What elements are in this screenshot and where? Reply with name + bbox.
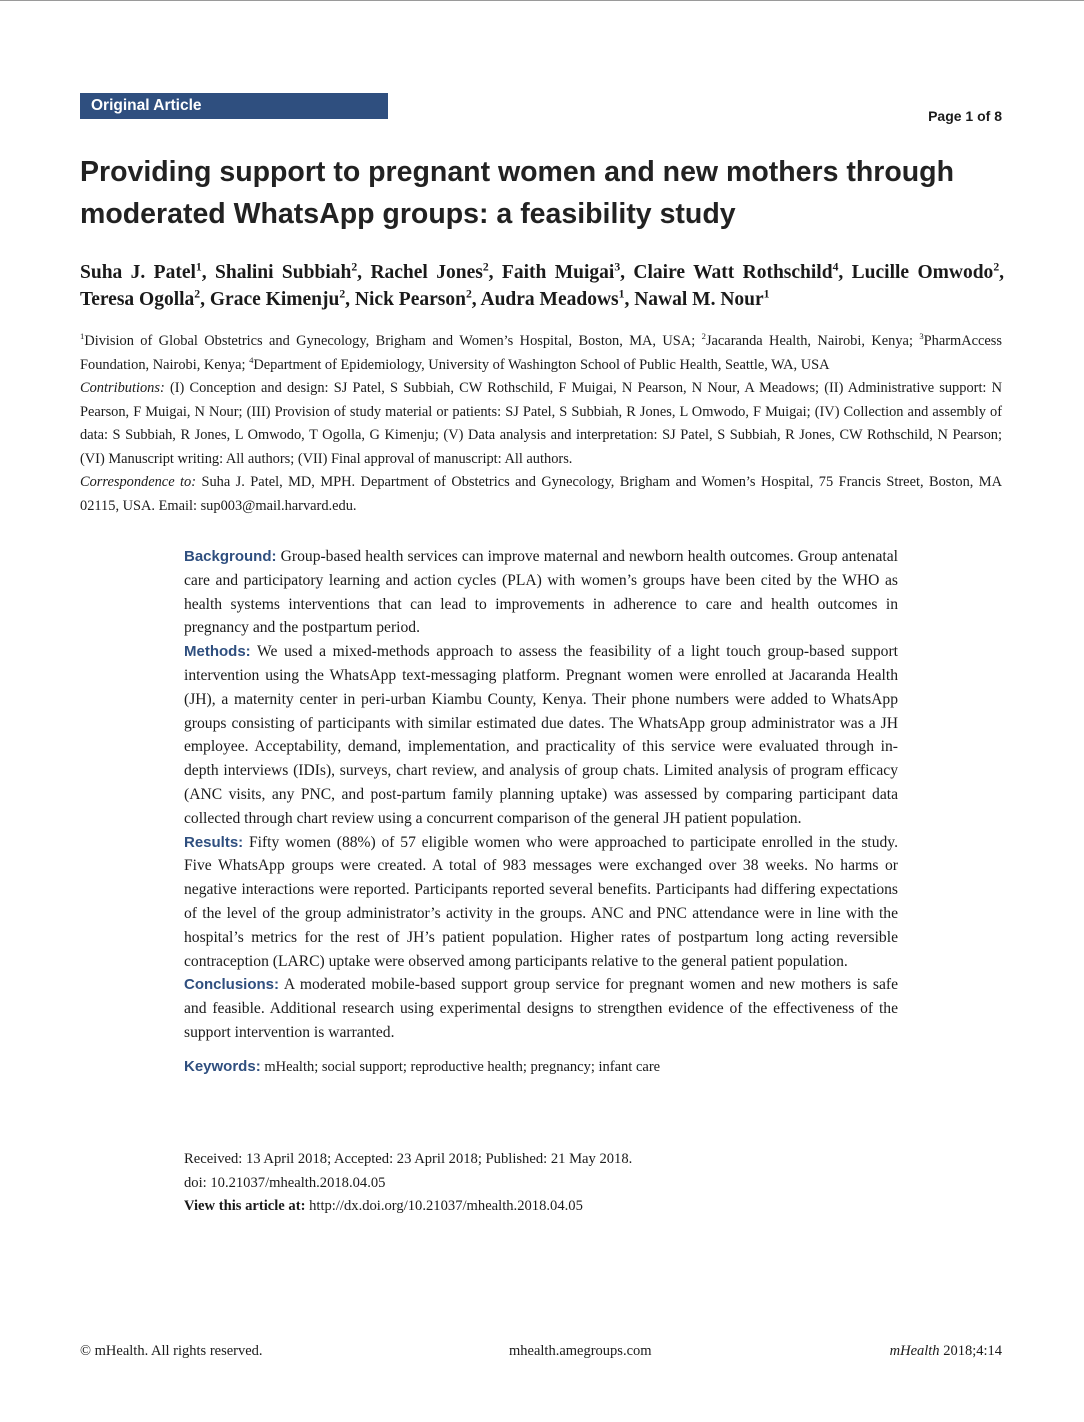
conclusions-text: A moderated mobile-based support group service for pregnant women and new mothers is safe and feasible. Additional research using experimental designs to strengthen evidence of the effectiveness of the support intervention is warranted. bbox=[184, 976, 898, 1041]
author-list: Suha J. Patel$^1$, Shalini Subbiah$^2$, Rachel Jones$^2$, Faith Muigai$^3$, Claire Watt Rothschild$^4$, Lucille Omwodo$^2$, Teresa Ogolla$^2$, Grace Kimenju$^2$, Nick Pearson$^2$, Audra Meadows$^1$, Nawal M. Nour$^1$ bbox=[80, 260, 1005, 310]
keywords-heading: Keywords: bbox=[184, 1057, 261, 1075]
affiliation-text: PharmAccess Foundation, Nairobi, Kenya; bbox=[80, 333, 1002, 373]
view-article-link[interactable]: http://dx.doi.org/10.21037/mhealth.2018.04.05 bbox=[309, 1198, 583, 1214]
author-name: Shalini Subbiah bbox=[215, 262, 352, 283]
background-text: Group-based health services can improve maternal and newborn health outcomes. Group antenatal care and participatory learning and action cycles (PLA) with women’s groups have been cited by the WHO as health systems interventions that can lead to improvements in adherence to care and health outcomes in pregnancy and the postpartum period. bbox=[184, 548, 898, 637]
footer-website[interactable]: mhealth.amegroups.com bbox=[509, 1343, 652, 1359]
publication-dates: Received: 13 April 2018; Accepted: 23 April 2018; Published: 21 May 2018. bbox=[184, 1151, 633, 1167]
author-name: Claire Watt Rothschild bbox=[633, 262, 833, 283]
article-type-banner: Original Article bbox=[80, 93, 388, 119]
abstract bbox=[184, 545, 898, 1080]
methods-text: We used a mixed-methods approach to assess the feasibility of a light touch group-based support intervention using the WhatsApp text-messaging platform. Pregnant women were enrolled at Jacaranda Health (JH), a maternity center in peri-urban Kiambu County, Kenya. Their phone numbers were added to WhatsApp groups consisting of participants with similar estimated due dates. The WhatsApp group administrator was a JH employee. Acceptability, demand, implementation, and practicality of this service were evaluated through in-depth interviews (IDIs), surveys, chart review, and analysis of group chats. Limited analysis of program efficacy (ANC visits, any PNC, and post-partum family planning uptake) was assessed by comparing participant data collected through chart review using a concurrent comparison of the general JH patient population. bbox=[184, 643, 898, 827]
footer-copyright: © mHealth. All rights reserved. bbox=[80, 1343, 263, 1359]
results-heading: Results: bbox=[184, 833, 244, 851]
author-name: Teresa Ogolla bbox=[80, 289, 195, 310]
correspondence bbox=[80, 471, 1002, 518]
top-rule bbox=[0, 0, 1084, 1]
author-affiliation-number: 2 bbox=[351, 260, 358, 274]
author-name: Suha J. Patel bbox=[80, 262, 196, 283]
abstract-results bbox=[184, 831, 898, 974]
contributions-text: (I) Conception and design: SJ Patel, S Subbiah, CW Rothschild, F Muigai, N Pearson, N Nour, A Meadows; (II) Administrative support: N Pearson, F Muigai, N Nour; (III) Provision of study material or patients: SJ Patel, S Subbiah, R Jones, L Omwodo, F Muigai; (IV) Collection and assembly of data: S Subbiah, R Jones, L Omwodo, T Ogolla, G Kimenju; (V) Data analysis and interpretation: SJ Patel, S Subbiah, R Jones, CW Rothschild, N Pearson; (VI) Manuscript writing: All authors; (VII) Final approval of manuscript: All authors. bbox=[80, 380, 1002, 467]
abstract-background bbox=[184, 545, 898, 640]
affiliation-text: Division of Global Obstetrics and Gynecology, Brigham and Women’s Hospital, Boston, MA, USA; bbox=[84, 333, 696, 349]
author-name: Lucille Omwodo bbox=[851, 262, 994, 283]
affiliation-text: Jacaranda Health, Nairobi, Kenya; bbox=[705, 333, 913, 349]
abstract-methods bbox=[184, 640, 898, 830]
conclusions-heading: Conclusions: bbox=[184, 976, 280, 994]
footer-citation bbox=[890, 1343, 1002, 1360]
front-matter bbox=[80, 330, 1002, 518]
keywords bbox=[184, 1055, 898, 1080]
affiliation-number: 1 bbox=[80, 331, 85, 342]
author-name: Rachel Jones bbox=[370, 262, 483, 283]
author-affiliation-number: 1 bbox=[763, 287, 770, 301]
author-affiliation-number: 2 bbox=[993, 260, 1000, 274]
correspondence-label: Correspondence to: bbox=[80, 474, 197, 490]
author-affiliation-number: 2 bbox=[482, 260, 489, 274]
author-name: Faith Muigai bbox=[501, 262, 615, 283]
doi: doi: 10.21037/mhealth.2018.04.05 bbox=[184, 1174, 386, 1191]
publication-info bbox=[184, 1148, 632, 1219]
author-name: Nick Pearson bbox=[354, 289, 466, 310]
contributions-label: Contributions: bbox=[80, 380, 165, 396]
keywords-text: mHealth; social support; reproductive health; pregnancy; infant care bbox=[264, 1058, 661, 1075]
author-affiliation-number: 2 bbox=[339, 287, 346, 301]
author-name: Audra Meadows bbox=[480, 289, 619, 310]
affiliation-number: 2 bbox=[701, 331, 706, 342]
author-name: Nawal M. Nour bbox=[634, 289, 764, 310]
contributions bbox=[80, 377, 1002, 471]
author-affiliation-number: 4 bbox=[832, 260, 839, 274]
affiliation-number: 3 bbox=[919, 331, 924, 342]
page-number: Page 1 of 8 bbox=[928, 108, 1002, 124]
methods-heading: Methods: bbox=[184, 643, 251, 661]
author-affiliation-number: 1 bbox=[618, 287, 625, 301]
affiliation-number: 4 bbox=[249, 354, 254, 365]
affiliation-text: Department of Epidemiology, University of Washington School of Public Health, Seattle, WA, USA bbox=[253, 356, 830, 373]
author-affiliation-number: 2 bbox=[465, 287, 472, 301]
author-name: Grace Kimenju bbox=[209, 289, 340, 310]
correspondence-text: Suha J. Patel, MD, MPH. Department of Obstetrics and Gynecology, Brigham and Women’s Hospital, 75 Francis Street, Boston, MA 02115, USA. Email: sup003@mail.harvard.edu. bbox=[80, 474, 1002, 514]
article-title: Providing support to pregnant women and new mothers through moderated WhatsApp groups: a feasibility study bbox=[80, 156, 954, 230]
view-article bbox=[184, 1195, 632, 1219]
affiliations bbox=[80, 330, 1002, 377]
author-affiliation-number: 2 bbox=[194, 287, 201, 301]
footer-volume: 2018;4:14 bbox=[943, 1343, 1002, 1359]
footer-journal: mHealth bbox=[889, 1343, 940, 1359]
abstract-conclusions bbox=[184, 973, 898, 1044]
author-affiliation-number: 1 bbox=[195, 260, 202, 274]
background-heading: Background: bbox=[184, 548, 277, 565]
results-text: Fifty women (88%) of 57 eligible women who were approached to participate enrolled in the study. Five WhatsApp groups were created. A total of 983 messages were exchanged over 38 weeks. No harms or negative interactions were reported. Participants reported several benefits. Participants had differing expectations of the level of the group administrator’s activity in the groups. ANC and PNC attendance were in line with the hospital’s metrics for the rest of JH’s patient population. Higher rates of postpartum long acting reversible contraception (LARC) uptake were observed among participants relative to the general patient population. bbox=[184, 833, 898, 970]
author-affiliation-number: 3 bbox=[614, 260, 621, 274]
view-article-label: View this article at: bbox=[184, 1198, 306, 1214]
